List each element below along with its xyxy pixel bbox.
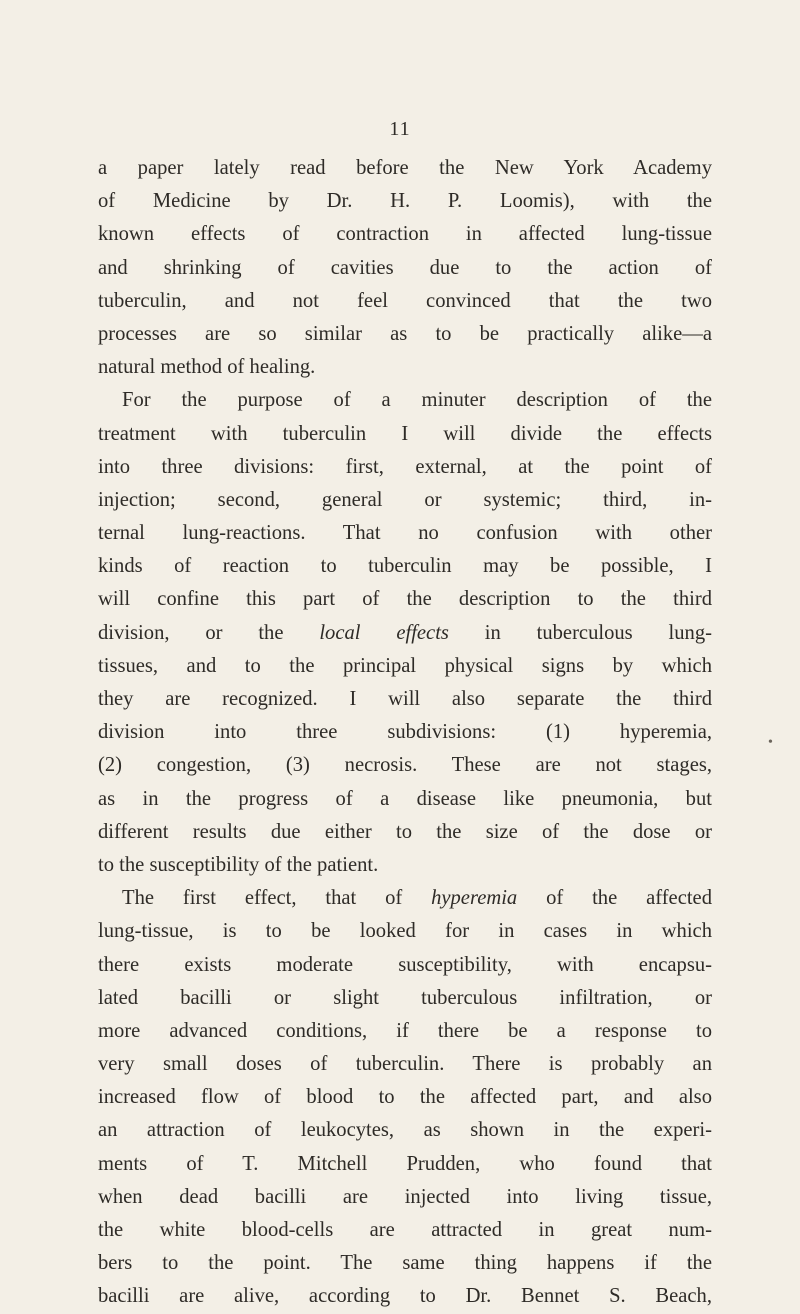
text-line: treatment with tuberculin I will divide the effects (98, 422, 712, 445)
text-line: a paper lately read before the New York Academy (98, 157, 712, 179)
margin-mark: • (768, 735, 773, 750)
italic-phrase: local effects (319, 621, 449, 644)
text-line: different results due either to the size of the dose or (98, 820, 712, 843)
text-line: lung-tissue, is to be looked for in cases in which (98, 920, 712, 943)
text-line: ments of T. Mitchell Prudden, who found that (98, 1152, 712, 1175)
text-line: and shrinking of cavities due to the action of (98, 256, 712, 279)
text-line: very small doses of tuberculin. There is probably an (98, 1053, 712, 1076)
text-line: processes are so similar as to be practically alike—a (98, 322, 712, 345)
text-line: lated bacilli or slight tuberculous infiltration, or (98, 986, 712, 1009)
text-line: more advanced conditions, if there be a response to (98, 1019, 712, 1042)
text-line: to the susceptibility of the patient. (98, 853, 379, 876)
text-line: division, or the local effects in tuberculous lung- (98, 621, 712, 644)
text-line: natural method of healing. (98, 356, 316, 379)
text-line: division into three subdivisions: (1) hyperemia, (98, 721, 712, 744)
text-line: an attraction of leukocytes, as shown in the experi- (98, 1119, 712, 1142)
text-line: bers to the point. The same thing happens if the (98, 1252, 712, 1275)
text-line: increased flow of blood to the affected part, and also (98, 1086, 712, 1109)
text-line: when dead bacilli are injected into living tissue, (98, 1185, 712, 1208)
text-line: into three divisions: first, external, at the point of (98, 455, 712, 478)
page-number: 11 (389, 118, 411, 140)
text-line: known effects of contraction in affected lung-tissue (98, 223, 712, 246)
text-line: (2) congestion, (3) necrosis. These are not stages, (98, 754, 712, 777)
body-text (98, 152, 712, 1314)
text-line: injection; second, general or systemic; third, in- (98, 488, 712, 511)
text-line: there exists moderate susceptibility, with encapsu- (98, 953, 712, 976)
text-line: will confine this part of the description to the third (98, 588, 712, 611)
italic-phrase: hyperemia (431, 887, 518, 910)
text-line: tissues, and to the principal physical signs by which (98, 654, 712, 677)
text-line: tuberculin, and not feel convinced that the two (98, 289, 712, 312)
text-line: they are recognized. I will also separate the third (98, 688, 712, 710)
text-line: of Medicine by Dr. H. P. Loomis), with the (98, 190, 712, 213)
text-line: the white blood-cells are attracted in great num- (98, 1219, 712, 1241)
text-line: kinds of reaction to tuberculin may be possible, I (98, 555, 712, 578)
text-line: bacilli are alive, according to Dr. Bennet S. Beach, (98, 1285, 712, 1308)
text-line: ternal lung-reactions. That no confusion with other (98, 522, 712, 545)
text-line: For the purpose of a minuter description of the (122, 389, 712, 412)
text-line: The first effect, that of hyperemia of the affected (122, 887, 712, 910)
text-line: as in the progress of a disease like pneumonia, but (98, 787, 712, 810)
